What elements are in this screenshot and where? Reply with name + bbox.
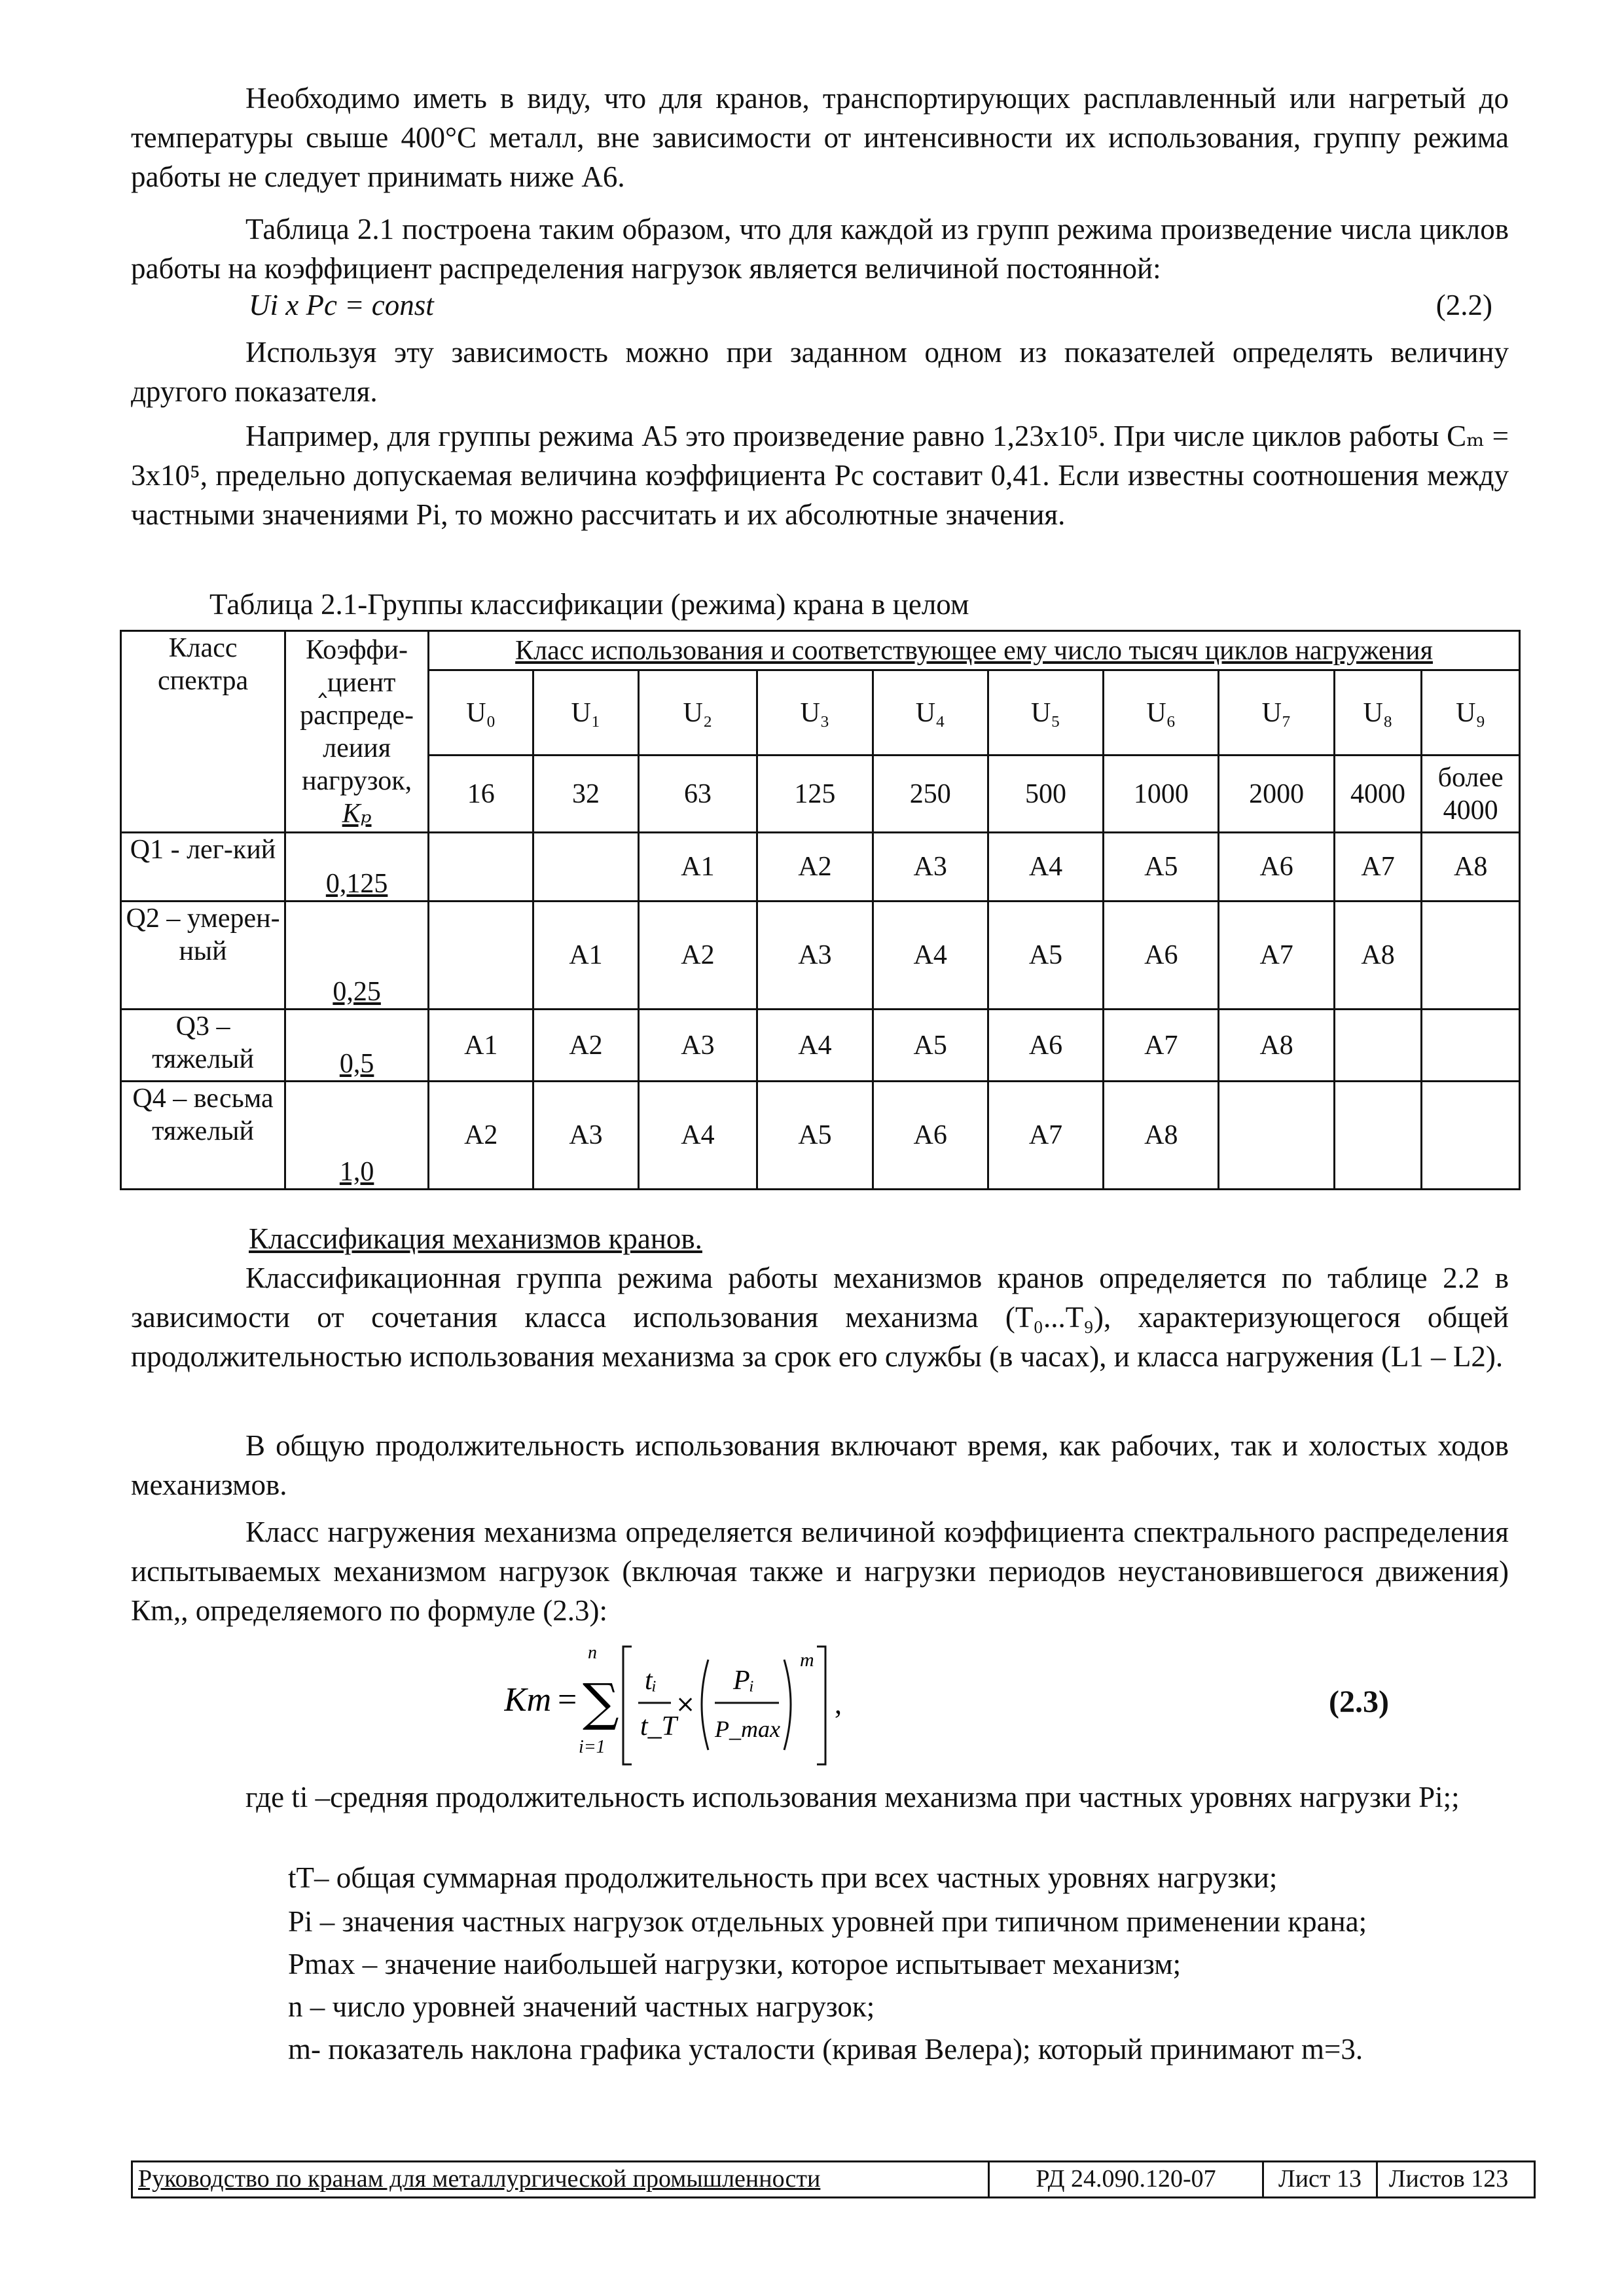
u-value: 1000 <box>1104 756 1219 833</box>
footer-sheet: Лист 13 <box>1264 2162 1378 2196</box>
cell: А1 <box>429 1010 533 1082</box>
u-value: 2000 <box>1219 756 1334 833</box>
header-coefficient <box>285 631 429 833</box>
cell <box>429 833 533 902</box>
paragraph-2: Таблица 2.1 построена таким образом, что для каждой из групп режима произведение числа циклов работы на коэффициент распределения нагрузок является величиной постоянной: <box>131 213 1509 285</box>
cell <box>1422 1082 1520 1190</box>
u-value: 500 <box>988 756 1103 833</box>
where-paragraph: где ti –средняя продолжительность использования механизма при частных уровнях нагрузки Pi;; <box>245 1781 1460 1813</box>
paren-left <box>702 1660 708 1750</box>
definition-m: m- показатель наклона графика усталости (кривая Велера); который принимают m=3. <box>288 2033 1363 2066</box>
cell: А1 <box>638 833 757 902</box>
table-caption: Таблица 2.1-Группы классификации (режима) крана в целом <box>209 588 969 621</box>
u-label: U₇ <box>1219 670 1334 756</box>
cell: А5 <box>1104 833 1219 902</box>
u-label: U₂ <box>638 670 757 756</box>
cell: А5 <box>988 902 1103 1010</box>
formula-equals: = <box>558 1681 577 1719</box>
definition-n: n – число уровней значений частных нагрузок; <box>288 1990 875 2023</box>
paragraph-7: Класс нагружения механизма определяется величиной коэффициента спектрального распределения испытываемых механизмом нагрузок (включая также и нагрузки периодов неустановившегося движения) Кm,, определяемого по формуле (2.3): <box>131 1516 1509 1627</box>
u-label: U₉ <box>1422 670 1520 756</box>
cell: А8 <box>1219 1010 1334 1082</box>
cell: А6 <box>873 1082 988 1190</box>
cell: А4 <box>873 902 988 1010</box>
cell: А2 <box>429 1082 533 1190</box>
footer-title: Руководство по кранам для металлургической промышленности <box>133 2162 990 2196</box>
header-usage: Класс использования и соответствующее ему число тысяч циклов нагружения <box>429 631 1520 670</box>
cell: А7 <box>1104 1010 1219 1082</box>
formula-2-3-number: (2.3) <box>1329 1685 1389 1719</box>
cell <box>1219 1082 1334 1190</box>
cell: А2 <box>638 902 757 1010</box>
u-value: более 4000 <box>1422 756 1520 833</box>
cell: А6 <box>988 1010 1103 1082</box>
formula-comma: , <box>835 1688 842 1720</box>
u-value: 16 <box>429 756 533 833</box>
row-class: Q3 – тяжелый <box>121 1010 285 1082</box>
definition-tT: tT– общая суммарная продолжительность при всех частных уровнях нагрузки; <box>288 1861 1278 1894</box>
formula-Pi: Pᵢ <box>733 1666 755 1696</box>
row-coefficient: 0,5 <box>285 1010 429 1082</box>
cell: А3 <box>873 833 988 902</box>
bracket-left <box>623 1647 632 1764</box>
table-row <box>121 902 1520 1010</box>
cell: А2 <box>757 833 873 902</box>
formula-2-2-number: (2.2) <box>1435 289 1492 321</box>
cell: А4 <box>638 1082 757 1190</box>
definition-Pmax: Pmax – значение наибольшей нагрузки, которое испытывает механизм; <box>288 1948 1182 1980</box>
formula-times: × <box>676 1691 696 1718</box>
table-row <box>121 1010 1520 1082</box>
u-label: U₆ <box>1104 670 1219 756</box>
cell: А7 <box>1219 902 1334 1010</box>
row-class: Q1 - лег-кий <box>121 833 285 902</box>
cell: А8 <box>1422 833 1520 902</box>
row-coefficient: 1,0 <box>285 1082 429 1190</box>
row-class: Q2 – умерен-ный <box>121 902 285 1010</box>
formula-sum: ∑ <box>583 1673 619 1732</box>
header-class: Класс спектра <box>121 631 285 833</box>
cell: А1 <box>533 902 638 1010</box>
cell <box>1334 1010 1422 1082</box>
cell: А7 <box>1334 833 1422 902</box>
cell <box>1334 1082 1422 1190</box>
formula-sum-upper: n <box>588 1643 597 1663</box>
cell: А4 <box>988 833 1103 902</box>
u-label: U₁ <box>533 670 638 756</box>
paren-right <box>784 1660 791 1750</box>
u-value: 32 <box>533 756 638 833</box>
u-label: U₅ <box>988 670 1103 756</box>
formula-2-2 <box>249 285 1492 325</box>
cell: А8 <box>1104 1082 1219 1190</box>
formula-tT: t_T <box>640 1711 677 1741</box>
u-label: U₄ <box>873 670 988 756</box>
paragraph-4: Например, для группы режима А5 это произведение равно 1,23х10⁵. При числе циклов работы Сₘ = 3х10⁵, предельно допускаемая величина коэффициента Рс составит 0,41. Если известны соотношения между частными значениями Рi, то можно рассчитать и их абсолютные значения. <box>131 420 1509 531</box>
table-row <box>121 833 1520 902</box>
header-coefficient-text: Коэффи-‸циент распреде-леиия нагрузок, <box>300 634 414 796</box>
cell: А6 <box>1219 833 1334 902</box>
paragraph-5: Классификационная группа режима работы механизмов кранов определяется по таблице 2.2 в зависимости от сочетания класса использования механизма (Т₀...Т₉), характеризующегося общей продолжительностью использования механизма за срок его службы (в часах), и класса нагружения (L1 – L2). <box>131 1262 1509 1373</box>
cell <box>429 902 533 1010</box>
section-title: Классификация механизмов кранов. <box>249 1222 702 1255</box>
paragraph-6: В общую продолжительность использования включают время, как рабочих, так и холостых ходов механизмов. <box>131 1429 1509 1501</box>
row-coefficient: 0,125 <box>285 833 429 902</box>
cell: А4 <box>757 1010 873 1082</box>
footer-code: РД 24.090.120-07 <box>990 2162 1264 2196</box>
u-value: 4000 <box>1334 756 1422 833</box>
footer-sheets: Листов 123 <box>1388 2165 1509 2193</box>
cell: А8 <box>1334 902 1422 1010</box>
formula-Pmax: P_max <box>715 1716 780 1742</box>
definition-Pi: Pi – значения частных нагрузок отдельных уровней при типичном применении крана; <box>288 1905 1367 1938</box>
u-value: 250 <box>873 756 988 833</box>
cell: А3 <box>638 1010 757 1082</box>
paragraph-3: Используя эту зависимость можно при заданном одном из показателей определять величину другого показателя. <box>131 336 1509 408</box>
formula-km: Km <box>504 1681 552 1719</box>
formula-exponent: m <box>800 1649 814 1671</box>
u-value: 63 <box>638 756 757 833</box>
u-label: U₈ <box>1334 670 1422 756</box>
paragraph-1: Необходимо иметь в виду, что для кранов, транспортирующих расплавленный или нагретый до температуры свыше 400°С металл, вне зависимости от интенсивности их использования, группу режима работы не следует принимать ниже А6. <box>131 82 1509 193</box>
footer-stamp <box>131 2160 1536 2198</box>
header-coefficient-symbol: Kₚ <box>342 798 372 829</box>
row-coefficient: 0,25 <box>285 902 429 1010</box>
row-class: Q4 – весьма тяжелый <box>121 1082 285 1190</box>
cell <box>1422 1010 1520 1082</box>
formula-2-2-text: Ui x Pc = const <box>249 289 434 321</box>
formula-sum-lower: i=1 <box>579 1737 605 1757</box>
cell: А6 <box>1104 902 1219 1010</box>
formula-2-3 <box>504 1640 857 1771</box>
cell: А5 <box>873 1010 988 1082</box>
u-label: U₀ <box>429 670 533 756</box>
u-label: U₃ <box>757 670 873 756</box>
cell: А3 <box>533 1082 638 1190</box>
bracket-right <box>817 1647 825 1764</box>
u-value: 125 <box>757 756 873 833</box>
classification-table <box>120 630 1521 1190</box>
cell: А5 <box>757 1082 873 1190</box>
table-row <box>121 1082 1520 1190</box>
cell: А3 <box>757 902 873 1010</box>
cell: А7 <box>988 1082 1103 1190</box>
cell <box>533 833 638 902</box>
cell: А2 <box>533 1010 638 1082</box>
formula-ti: tᵢ <box>645 1666 657 1696</box>
cell <box>1422 902 1520 1010</box>
